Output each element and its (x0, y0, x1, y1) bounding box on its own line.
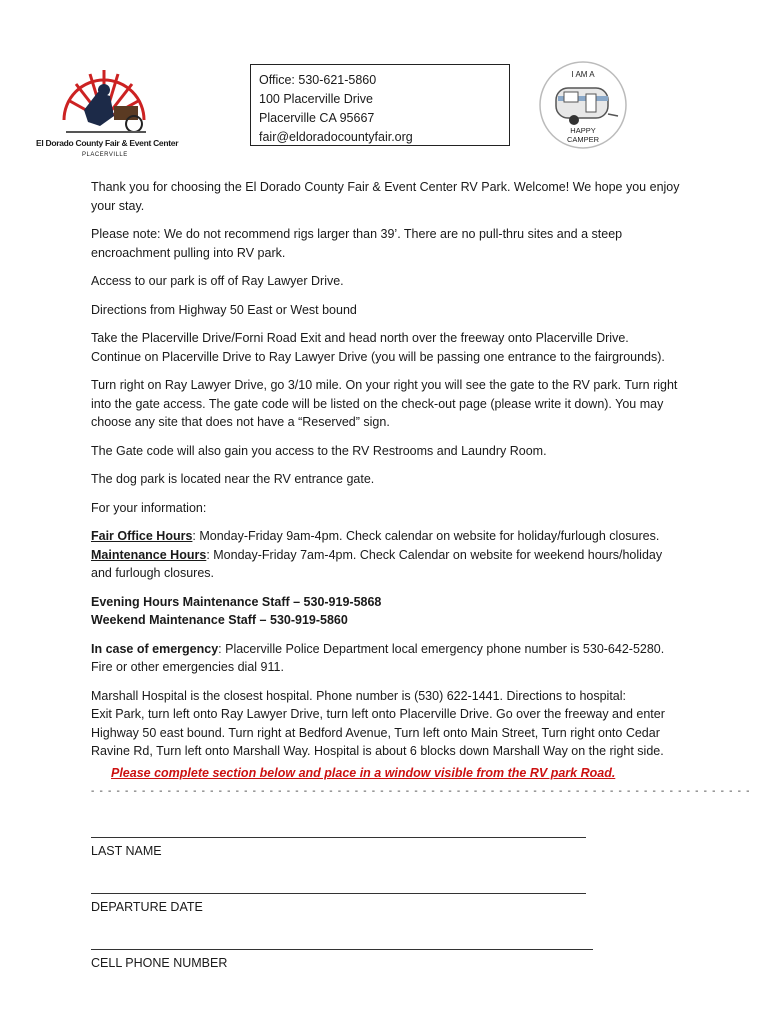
emergency-text: : Placerville Police Department local emergency phone number is 530-642-5280. Fire or other emergencies dial 911. (91, 641, 665, 674)
maintenance-hours-text: : Monday-Friday 7am-4pm. Check Calendar on website for weekend hours/holiday and furlough closures. (91, 547, 663, 580)
welcome-paragraph: Thank you for choosing the El Dorado County Fair & Event Center RV Park. Welcome! We hope you enjoy your stay. (91, 180, 680, 213)
gate-code-paragraph: The Gate code will also gain you access to the RV Restrooms and Laundry Room. (91, 443, 547, 458)
hospital-directions: Exit Park, turn left onto Ray Lawyer Drive, turn left onto Placerville Drive. Go over the freeway and enter Highway 50 east bound. Turn right at Bedford Avenue, Turn left onto Main Street, Turn right onto Cedar Ravine Rd, Turn left onto Marshall Way. Hospital is about 6 blocks down Marshall Way on the right side. (91, 707, 665, 758)
emergency-label: In case of emergency (91, 641, 219, 656)
office-hours-label: Fair Office Hours (91, 529, 193, 543)
window-notice: Please complete section below and place in a window visible from the RV park Road. (111, 766, 616, 780)
rig-note-paragraph: Please note: We do not recommend rigs larger than 39’. There are no pull-thru sites and a steep encroachment pulling into RV park. (91, 227, 623, 260)
fair-logo (36, 60, 179, 164)
camper-top-text: I AM A (571, 70, 595, 79)
wagon-wheel-icon (54, 60, 154, 138)
hospital-intro: Marshall Hospital is the closest hospital. Phone number is (530) 622-1441. Directions to hospital: (91, 688, 626, 703)
evening-staff: Evening Hours Maintenance Staff – 530-919-5868 (91, 594, 382, 609)
camper-bottom-text-1: HAPPY (570, 126, 596, 135)
body-content (91, 178, 681, 771)
office-hours-text: : Monday-Friday 9am-4pm. Check calendar on website for holiday/furlough closures. (192, 529, 660, 543)
weekend-staff: Weekend Maintenance Staff – 530-919-5860 (91, 613, 348, 627)
dog-park-paragraph: The dog park is located near the RV entrance gate. (91, 472, 375, 486)
last-name-label: LAST NAME (91, 844, 162, 858)
email-address: fair@eldoradocountyfair.org (259, 130, 413, 144)
cell-phone-field[interactable] (91, 948, 593, 970)
last-name-line[interactable] (91, 836, 586, 838)
camper-bottom-text-2: CAMPER (566, 135, 600, 144)
office-phone: Office: 530-621-5860 (259, 73, 377, 87)
camper-trailer-icon (538, 60, 628, 150)
departure-date-field[interactable] (91, 892, 586, 914)
maintenance-hours-label: Maintenance Hours (91, 547, 207, 562)
fair-logo-city: PLACERVILLE (82, 152, 128, 158)
fair-logo-org-name: El Dorado County Fair & Event Center (36, 138, 179, 148)
departure-date-line[interactable] (91, 892, 586, 894)
access-paragraph: Access to our park is off of Ray Lawyer Drive. (91, 274, 344, 288)
city-state-zip: Placerville CA 95667 (259, 111, 375, 125)
cell-phone-label: CELL PHONE NUMBER (91, 956, 228, 970)
hospital-paragraph (91, 687, 681, 761)
for-info-paragraph: For your information: (91, 500, 207, 515)
directions-paragraph-1: Take the Placerville Drive/Forni Road Exit and head north over the freeway onto Placerville Drive. Continue on Placerville Drive to Ray Lawyer Drive (you will be passing one entrance to the fairgrounds). (91, 331, 665, 364)
departure-date-label: DEPARTURE DATE (91, 900, 203, 914)
staff-contacts (91, 593, 681, 630)
last-name-field[interactable] (91, 836, 586, 858)
street-address: 100 Placerville Drive (259, 92, 373, 106)
directions-paragraph-2: Turn right on Ray Lawyer Drive, go 3/10 mile. On your right you will see the gate to the RV park. Turn right into the gate access. The gate code will be listed on the check-out page (please write it down). You may choose any site that does not have a “Reserved” sign. (91, 378, 678, 429)
hours-paragraph (91, 527, 681, 583)
directions-heading: Directions from Highway 50 East or West bound (91, 302, 357, 317)
emergency-paragraph (91, 640, 681, 677)
happy-camper-logo (538, 60, 628, 150)
contact-box (250, 64, 510, 146)
cell-phone-line[interactable] (91, 948, 593, 950)
cut-line: - - - - - - - - - - - - - - - - - - - - - - - - - - - - - - - - - - - - - - - - - - - - - - - - - - - - - - - - - - - - - - - - - - - - - - - - - - - - - - (91, 786, 751, 797)
